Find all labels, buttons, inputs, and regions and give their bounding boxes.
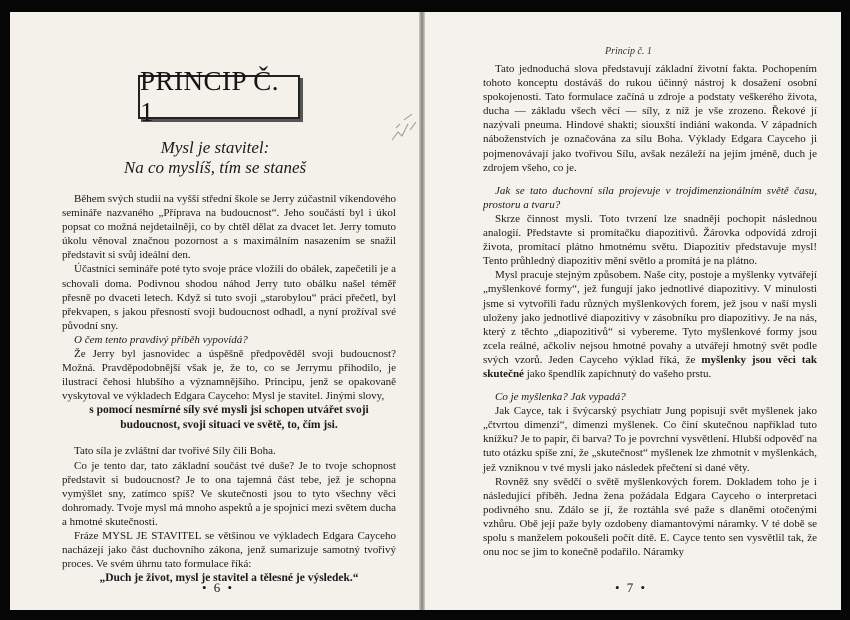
paragraph: Skrze činnost mysli. Toto tvrzení lze snadněji pochopit následnou analogií. Představte si promítačku diapozitivů. Žárovka odpovídá zdroji života, promítací plátno hmotnému světu. Diapozitiv představuje mysl! Tento průhledný diapozitiv mění světlo a promítá je na plátno. — [483, 212, 817, 268]
question-heading: Jak se tato duchovní síla projevuje v trojdimenzionálním světě času, prostoru a tvaru? — [483, 184, 817, 211]
paragraph-part: Mysl pracuje stejným způsobem. Naše city, postoje a myšlenky vytvářejí „myšlenkové formy“, jež fungují jako jednotlivé diapozitivy. V minulosti jsme si vytvořili řadu různých myšlenkových forem, jež jsou v naší mysli uloženy jako jednotlivé diapozitivy v zásobníku pro diapozitivy. Je na nás, který z těchto „diapozitivů“ si vybereme. Tyto myšlenkové formy jsou zcela reálné, ačkoliv nejsou hmotné povahy a utvářejí hmotný svět podle svých vzorů. Jeden Cayceho výklad říká, že — [483, 269, 817, 366]
running-head: Princip č. 1 — [605, 46, 652, 57]
right-body — [483, 62, 817, 559]
chapter-title-box — [138, 66, 300, 127]
chapter-title: PRINCIP Č. 1 — [140, 66, 280, 127]
paragraph: Účastníci semináře poté tyto svoje práce vložili do obálek, zapečetili je a schovali doma. Podivnou shodou náhod Jerry tuto obálku našel téměř přesně po dvaceti letech. Když si tuto svoji „starobylou“ práci přečetl, byl překvapen, s jakou přesností svoji budoucnost odhadl, a nyní prožíval své původní sny. — [62, 263, 396, 332]
left-page — [10, 12, 420, 610]
bold-final-quote: „Duch je život, mysl je stavitel a tělesné je výsledek.“ — [99, 572, 359, 585]
paragraph: Fráze MYSL JE STAVITEL se většinou ve výkladech Edgara Cayceho nacházejí jako část duchovního zákona, jenž sumarizuje samotný tvořivý proces. Ve svém úhrnu tato formulace říká: — [62, 529, 396, 571]
paragraph: Jak Cayce, tak i švýcarský psychiatr Jung popisují svět myšlenek jako „čtvrtou dimenzi“, dimenzi myšlenek. Co činí skutečnou například tuto knížku? Je to papír, či barva? To je povrchní vysvětlení. Hlubší odpověď na tuto otázku spíše zní, že „skutečnost“ myšlenek lze zhmotnit v myšlenkách, jež vzniknou v tvé mysli jako následek přečtení si dané věty. — [483, 405, 817, 474]
paragraph: Během svých studií na vyšší střední škole se Jerry zúčastnil víkendového semináře nazvaného „Příprava na budoucnost“. Jeho součástí byl i úkol popsat co možná nejdetailněji, co by chtěl dělat za dvacet let. Jerry tomuto úkolu věnoval značnou pozornost a s maximálním nasazením se snažil představit si svůj ideální den. — [62, 193, 396, 262]
right-page — [425, 12, 841, 610]
question-heading: Co je myšlenka? Jak vypadá? — [495, 391, 626, 404]
paragraph: Tato jednoduchá slova představují základní životní fakta. Pochopením tohoto konceptu dostáváš do rukou účinný nástroj k dosažení osobní spokojenosti. Tato formulace začíná u zdroje a podstaty veškerého života, ducha — základu všech věcí — síly, z níž je vše zrozeno. Řekové jí nazývali pneuma. Hindové shakti; siouxští indiáni wakonda. V západních náboženstvích je označována za sílu Boha. Výklady Edgara Cayceho ji pojmenovávají jako tvořivou Sílu, avšak nezáleží na jejím jméně, duch je zdrojem všeho, co je. — [483, 63, 817, 174]
subtitle-line-1: Mysl je stavitel: — [160, 138, 270, 157]
question-heading: O čem tento pravdivý příběh vypovídá? — [74, 333, 248, 346]
paragraph: Rovněž sny svědčí o světě myšlenkových forem. Dokladem toho je i následující příběh. Jedna žena požádala Edgara Cayceho o interpretaci podivného snu. Zdálo se jí, že roztáhla své paže s dlaněmi otočenými vzhůru. Obě její paže byly ozdobeny diamantovými náramky. V té době se spolu s manželem pokoušeli počít dítě. E. Cayce tento sen vysvětlil tak, že onu noc se jim to konečně podařilo. Náramky — [483, 475, 817, 559]
paragraph: Že Jerry byl jasnovidec a úspěšně předpověděl svoji budoucnost? Možná. Pravděpodobnější však je, že to, co se Jerrymu přihodilo, je ilustrací čehosi hlubšího a významnějšího. Principu, jenž se opakovaně vyskytoval ve výkladech Edgara Cayceho: Mysl je stavitel. Jinými slovy, — [62, 348, 396, 403]
subtitle-line-2: Na co myslíš, tím se staneš — [123, 158, 307, 177]
page-number: • 6 • — [202, 580, 235, 595]
paragraph — [483, 268, 817, 381]
bold-quote: s pomocí nesmírné síly své mysli jsi schopen utvářet svoji budoucnost, svoji situaci ve světě, to, čím jsi. — [89, 404, 369, 432]
page-number: • 7 • — [615, 580, 648, 595]
bold-phrase: myšlenky jsou věci tak skutečné — [483, 353, 818, 380]
paragraph: Co je tento dar, tato základní součást tvé duše? Je to tvoje schopnost představit si budoucnost? Je to ona tajemná část tebe, jež je schopna vymýšlet sny, zatímco spíš? Ve skutečnosti jsou to tyto všechny věci dohromady. Tvoje mysl má mnoho aspektů a je spojnicí mezi světem ducha a hmotné skutečnosti. — [62, 459, 396, 528]
paragraph-part: jako špendlík zapíchnutý do vašeho prstu. — [526, 367, 712, 380]
paragraph: Tato síla je zvláštní dar tvořivé Síly čili Boha. — [74, 445, 276, 458]
left-body — [62, 192, 396, 586]
